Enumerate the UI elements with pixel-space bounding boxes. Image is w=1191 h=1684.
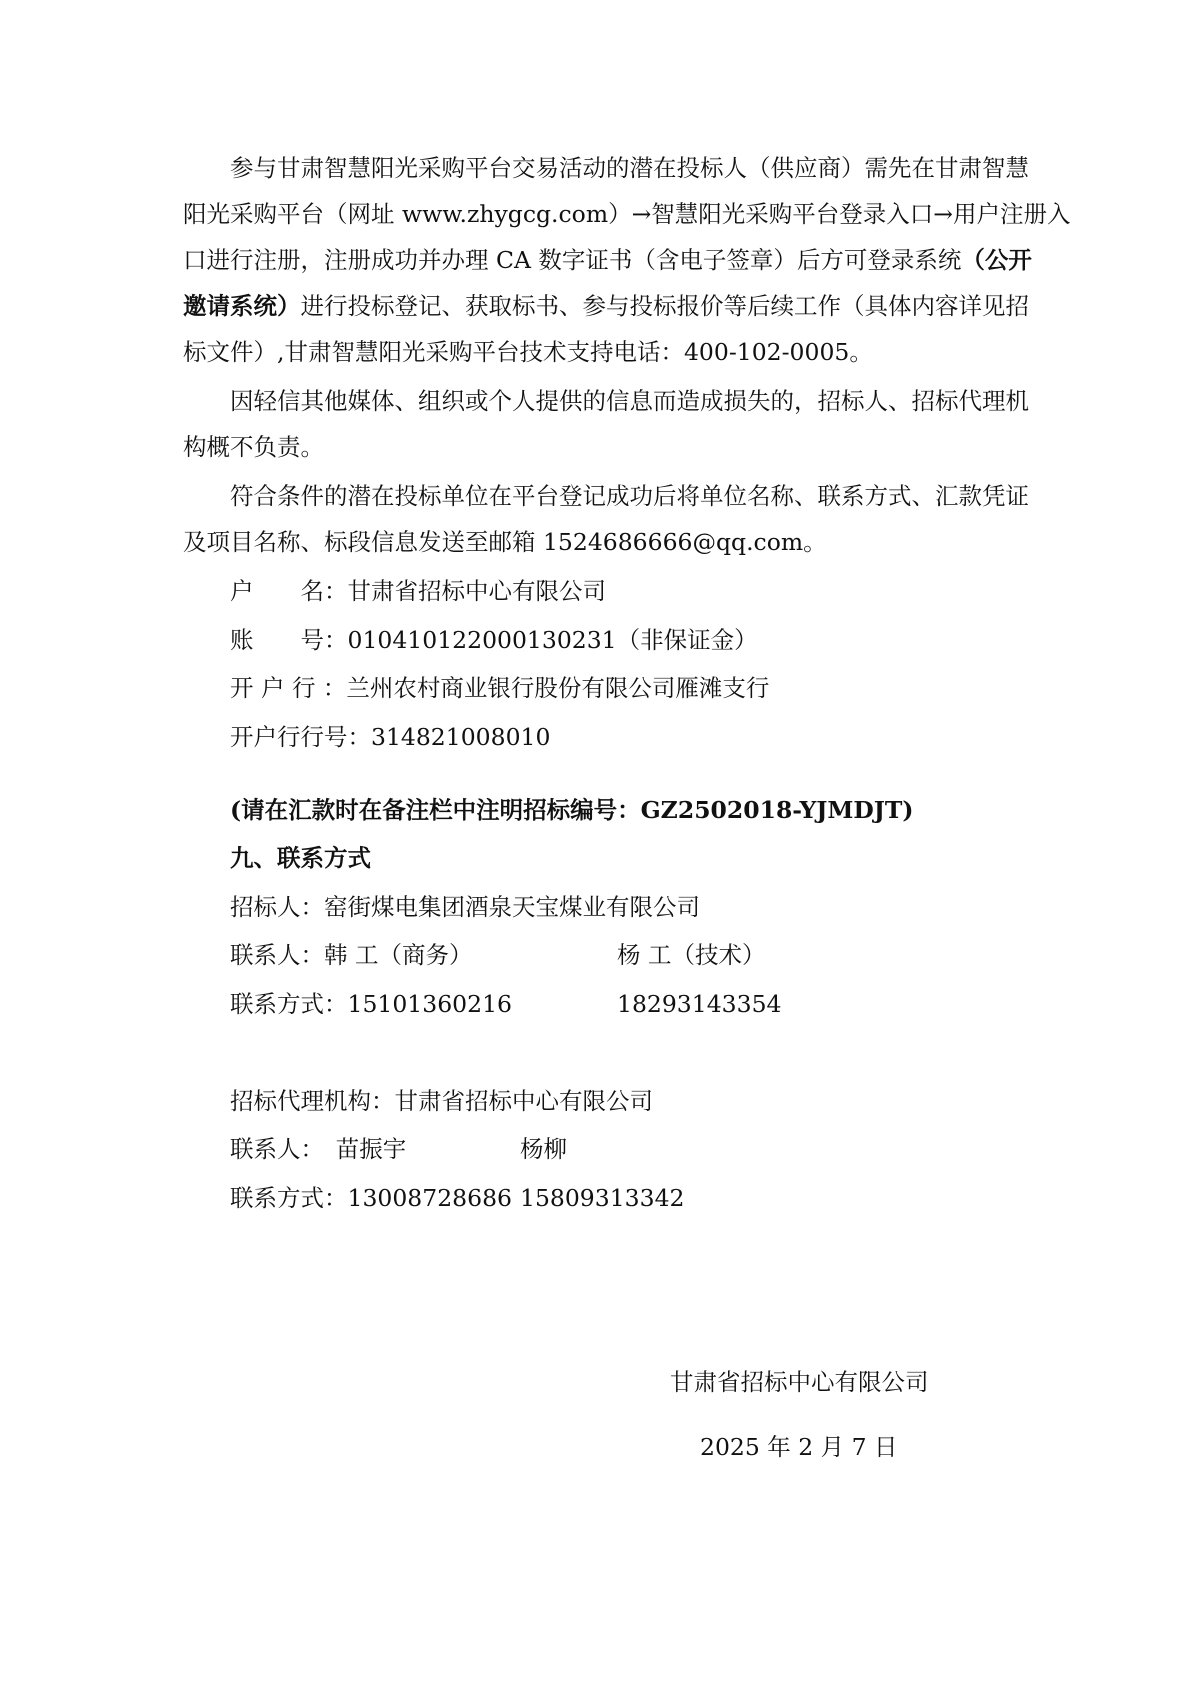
tenderer-name: 招标人：窑街煤电集团酒泉天宝煤业有限公司 (230, 893, 700, 921)
agency-contact-2: 杨柳 (520, 1135, 567, 1163)
footer-date: 2025 年 2 月 7 日 (700, 1433, 898, 1461)
para3-line1: 符合条件的潜在投标单位在平台登记成功后将单位名称、联系方式、汇款凭证 (230, 482, 1029, 510)
bank-branch: 开 户 行 ：兰州农村商业银行股份有限公司雁滩支行 (230, 674, 770, 702)
bank-account-name: 户 名：甘肃省招标中心有限公司 (230, 577, 606, 605)
para1-line2: 阳光采购平台（网址 www.zhygcg.com）→智慧阳光采购平台登录入口→用户注册入 (183, 200, 1071, 228)
para1-line3 (183, 245, 1032, 275)
para1-line4-bold: 邀请系统） (183, 292, 301, 320)
tenderer-phone-business: 联系方式：15101360216 (230, 990, 512, 1018)
para1-line3-bold: （公开 (961, 246, 1032, 274)
agency-contact-1: 联系人： 苗振宇 (230, 1135, 407, 1163)
tenderer-contact-business: 联系人：韩 工（商务） (230, 941, 473, 969)
para1-line4 (183, 291, 1029, 321)
para1-line3-text: 口进行注册，注册成功并办理 CA 数字证书（含电子签章）后方可登录系统 (183, 246, 962, 274)
section-title-contact: 九、联系方式 (230, 844, 371, 872)
agency-phone-2: 15809313342 (520, 1184, 685, 1212)
tenderer-contact-technical: 杨 工（技术） (617, 941, 766, 969)
tenderer-phone-technical: 18293143354 (617, 990, 782, 1018)
bank-branch-number: 开户行行号：314821008010 (230, 723, 551, 751)
remittance-remark: (请在汇款时在备注栏中注明招标编号：GZ2502018-YJMDJT) (230, 796, 914, 824)
para3-line2: 及项目名称、标段信息发送至邮箱 1524686666@qq.com。 (183, 528, 827, 556)
para1-line5: 标文件）,甘肃智慧阳光采购平台技术支持电话：400-102-0005。 (183, 338, 873, 366)
para1-line1: 参与甘肃智慧阳光采购平台交易活动的潜在投标人（供应商）需先在甘肃智慧 (230, 154, 1029, 182)
agency-name: 招标代理机构：甘肃省招标中心有限公司 (230, 1087, 653, 1115)
agency-phone-1: 联系方式：13008728686 (230, 1184, 512, 1212)
bank-account-number: 账 号：010410122000130231（非保证金） (230, 626, 758, 654)
para2-line2: 构概不负责。 (183, 433, 324, 461)
para2-line1: 因轻信其他媒体、组织或个人提供的信息而造成损失的，招标人、招标代理机 (230, 387, 1029, 415)
para1-line4-text: 进行投标登记、获取标书、参与投标报价等后续工作（具体内容详见招 (300, 292, 1029, 320)
footer-company: 甘肃省招标中心有限公司 (670, 1368, 929, 1396)
